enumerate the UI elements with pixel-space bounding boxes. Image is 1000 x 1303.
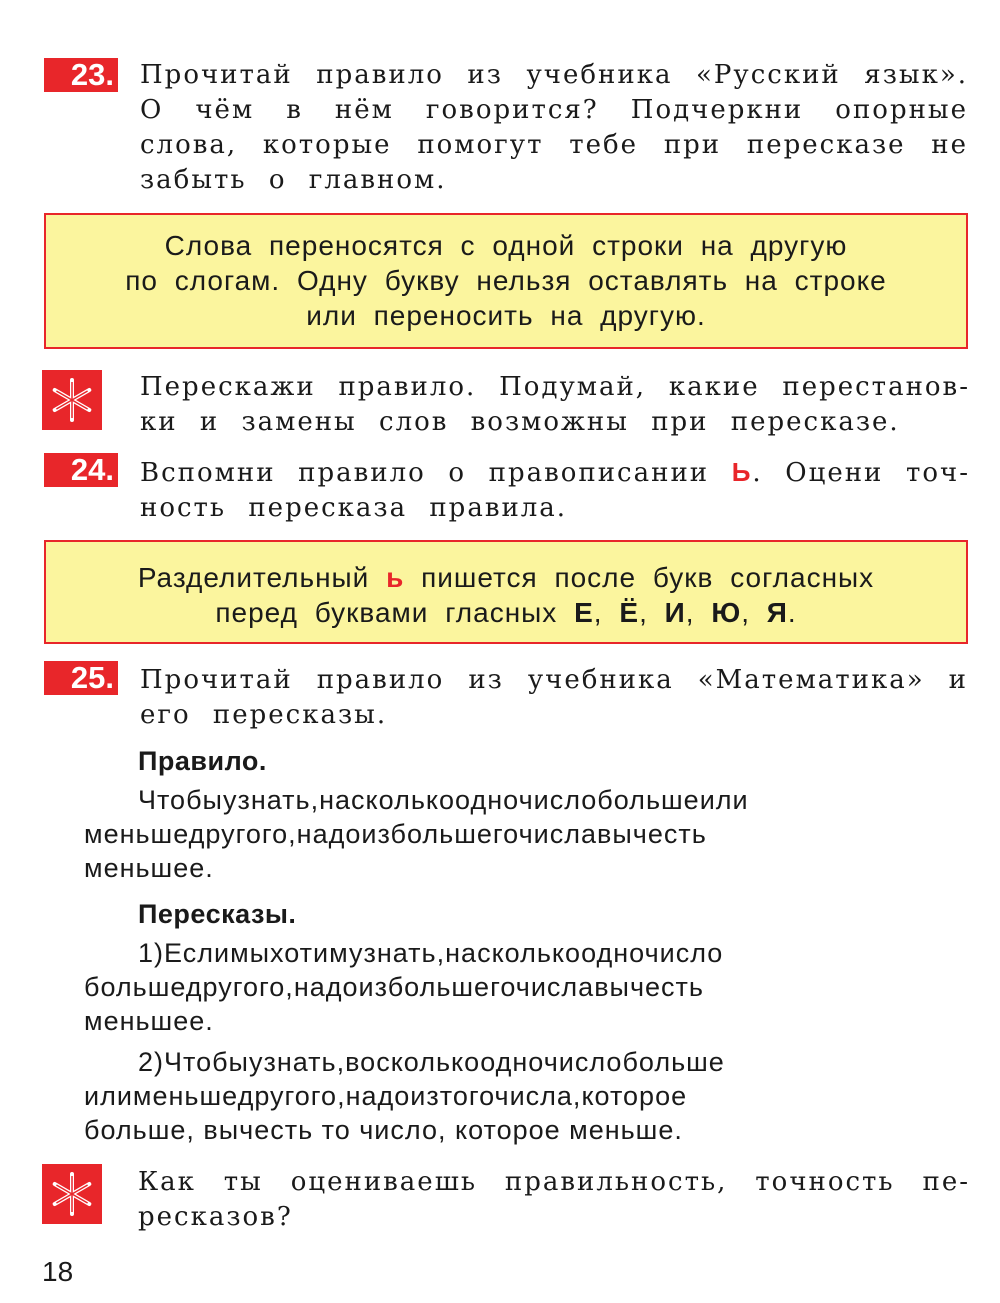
text-line: больше, вычесть то число, которое меньше. xyxy=(84,1115,683,1145)
text-line: меньшее. xyxy=(84,1006,214,1036)
separator: , xyxy=(685,597,712,628)
justified-line xyxy=(84,936,968,970)
star-task-1-text: Перескажи правило. Подумай, какие перестановки и замены слов возможны при пересказе. xyxy=(140,372,968,437)
word: мы xyxy=(230,938,271,968)
vowel-letter: Ю xyxy=(711,597,742,628)
word: Чтобы xyxy=(164,1047,249,1077)
separator: , xyxy=(741,597,767,628)
vowel-letter: И xyxy=(664,597,686,628)
word: хотим xyxy=(270,938,349,968)
asterisk-icon xyxy=(42,1164,102,1224)
word: большего xyxy=(387,972,516,1002)
justified-line xyxy=(84,783,968,817)
word: другого, xyxy=(185,972,294,1002)
rule-text: пишется после букв согласных xyxy=(404,562,875,593)
word: меньше xyxy=(132,1081,238,1111)
task-25-text: Прочитай правило из учебника «Математика» и его пересказы. xyxy=(140,665,968,730)
word: вычесть xyxy=(594,972,704,1002)
word: Если xyxy=(164,938,231,968)
word: числа xyxy=(518,819,598,849)
word: другого, xyxy=(237,1081,346,1111)
word: 1) xyxy=(138,938,165,968)
word: больше xyxy=(597,785,700,815)
word: надо xyxy=(345,1081,411,1111)
task-number-24: 24. xyxy=(44,453,118,487)
word: числа, xyxy=(494,1081,582,1111)
word: больше xyxy=(622,1047,725,1077)
vowel-letter: Ё xyxy=(619,597,640,628)
task-24-text-after: . Оцени точность пересказа правила. xyxy=(140,458,968,523)
rule-heading: Правило. xyxy=(138,746,267,776)
word: число xyxy=(644,938,724,968)
word: сколько xyxy=(477,938,582,968)
separator: , xyxy=(639,597,665,628)
word: из xyxy=(361,819,391,849)
rule-box-line xyxy=(46,560,966,595)
word: больше xyxy=(84,972,186,1002)
rule-text: перед буквами гласных xyxy=(215,597,575,628)
vowel-letter: Е xyxy=(574,597,594,628)
word: узнать, xyxy=(348,938,446,968)
justified-line xyxy=(84,1079,968,1113)
word: одно xyxy=(480,1047,544,1077)
word: которое xyxy=(581,1081,688,1111)
retellings-heading: Пересказы. xyxy=(138,899,297,929)
word: узнать, xyxy=(222,785,320,815)
word: во xyxy=(345,1047,377,1077)
word: на xyxy=(319,785,352,815)
rule-text: Разделительный xyxy=(137,562,387,593)
rule-box-hyphenation xyxy=(44,213,968,349)
math-rule-text xyxy=(84,783,968,885)
word: из xyxy=(410,1081,440,1111)
separator: . xyxy=(787,597,797,628)
word: большего xyxy=(390,819,519,849)
task-24-text-before: Вспомни правило о правописании xyxy=(140,458,732,488)
word: или xyxy=(699,785,749,815)
word: 2) xyxy=(138,1047,165,1077)
rule-box-line: или переносить на другую. xyxy=(306,300,706,331)
word: число xyxy=(543,1047,623,1077)
vowel-letter: Я xyxy=(766,597,788,628)
retelling-1 xyxy=(84,936,968,1038)
rule-box-soft-sign xyxy=(44,540,968,644)
word: другого, xyxy=(188,819,297,849)
justified-line xyxy=(84,1045,968,1079)
task-number-25: 25. xyxy=(44,661,118,695)
word: число xyxy=(518,785,598,815)
justified-line xyxy=(84,970,968,1004)
word: на xyxy=(445,938,478,968)
task-23-text: Прочитай правило из учебника «Русский язык». О чём в нём говорится? Подчеркни опорные слова, которые помогут тебе при пересказе не забыть о главном. xyxy=(140,60,968,195)
task-number-23: 23. xyxy=(44,58,118,92)
asterisk-icon xyxy=(42,370,102,430)
rule-box-line: Слова переносятся с одной строки на другую xyxy=(164,230,848,261)
justified-line xyxy=(84,817,968,851)
word: одно xyxy=(455,785,519,815)
word: узнать, xyxy=(248,1047,346,1077)
word: сколько xyxy=(376,1047,481,1077)
word: сколько xyxy=(351,785,456,815)
soft-sign-letter: ь xyxy=(386,562,405,593)
star-task-2-text: Как ты оцениваешь правильность, точность пересказов? xyxy=(138,1167,968,1232)
rule-box-line: по слогам. Одну букву нельзя оставлять на строке xyxy=(125,265,887,296)
word: меньше xyxy=(84,819,189,849)
word: одно xyxy=(581,938,645,968)
word: или xyxy=(84,1081,133,1111)
separator: , xyxy=(593,597,620,628)
word: надо xyxy=(293,972,359,1002)
word: Чтобы xyxy=(138,785,223,815)
word: надо xyxy=(296,819,362,849)
word: того xyxy=(439,1081,495,1111)
soft-sign-letter: Ь xyxy=(731,457,753,487)
word: числа xyxy=(515,972,595,1002)
retelling-2 xyxy=(84,1045,968,1147)
word: вычесть xyxy=(597,819,707,849)
word: из xyxy=(358,972,388,1002)
text-line: меньшее. xyxy=(84,853,214,883)
rule-box-line xyxy=(46,595,966,630)
page-number: 18 xyxy=(42,1256,74,1287)
task-24-text xyxy=(140,455,968,526)
